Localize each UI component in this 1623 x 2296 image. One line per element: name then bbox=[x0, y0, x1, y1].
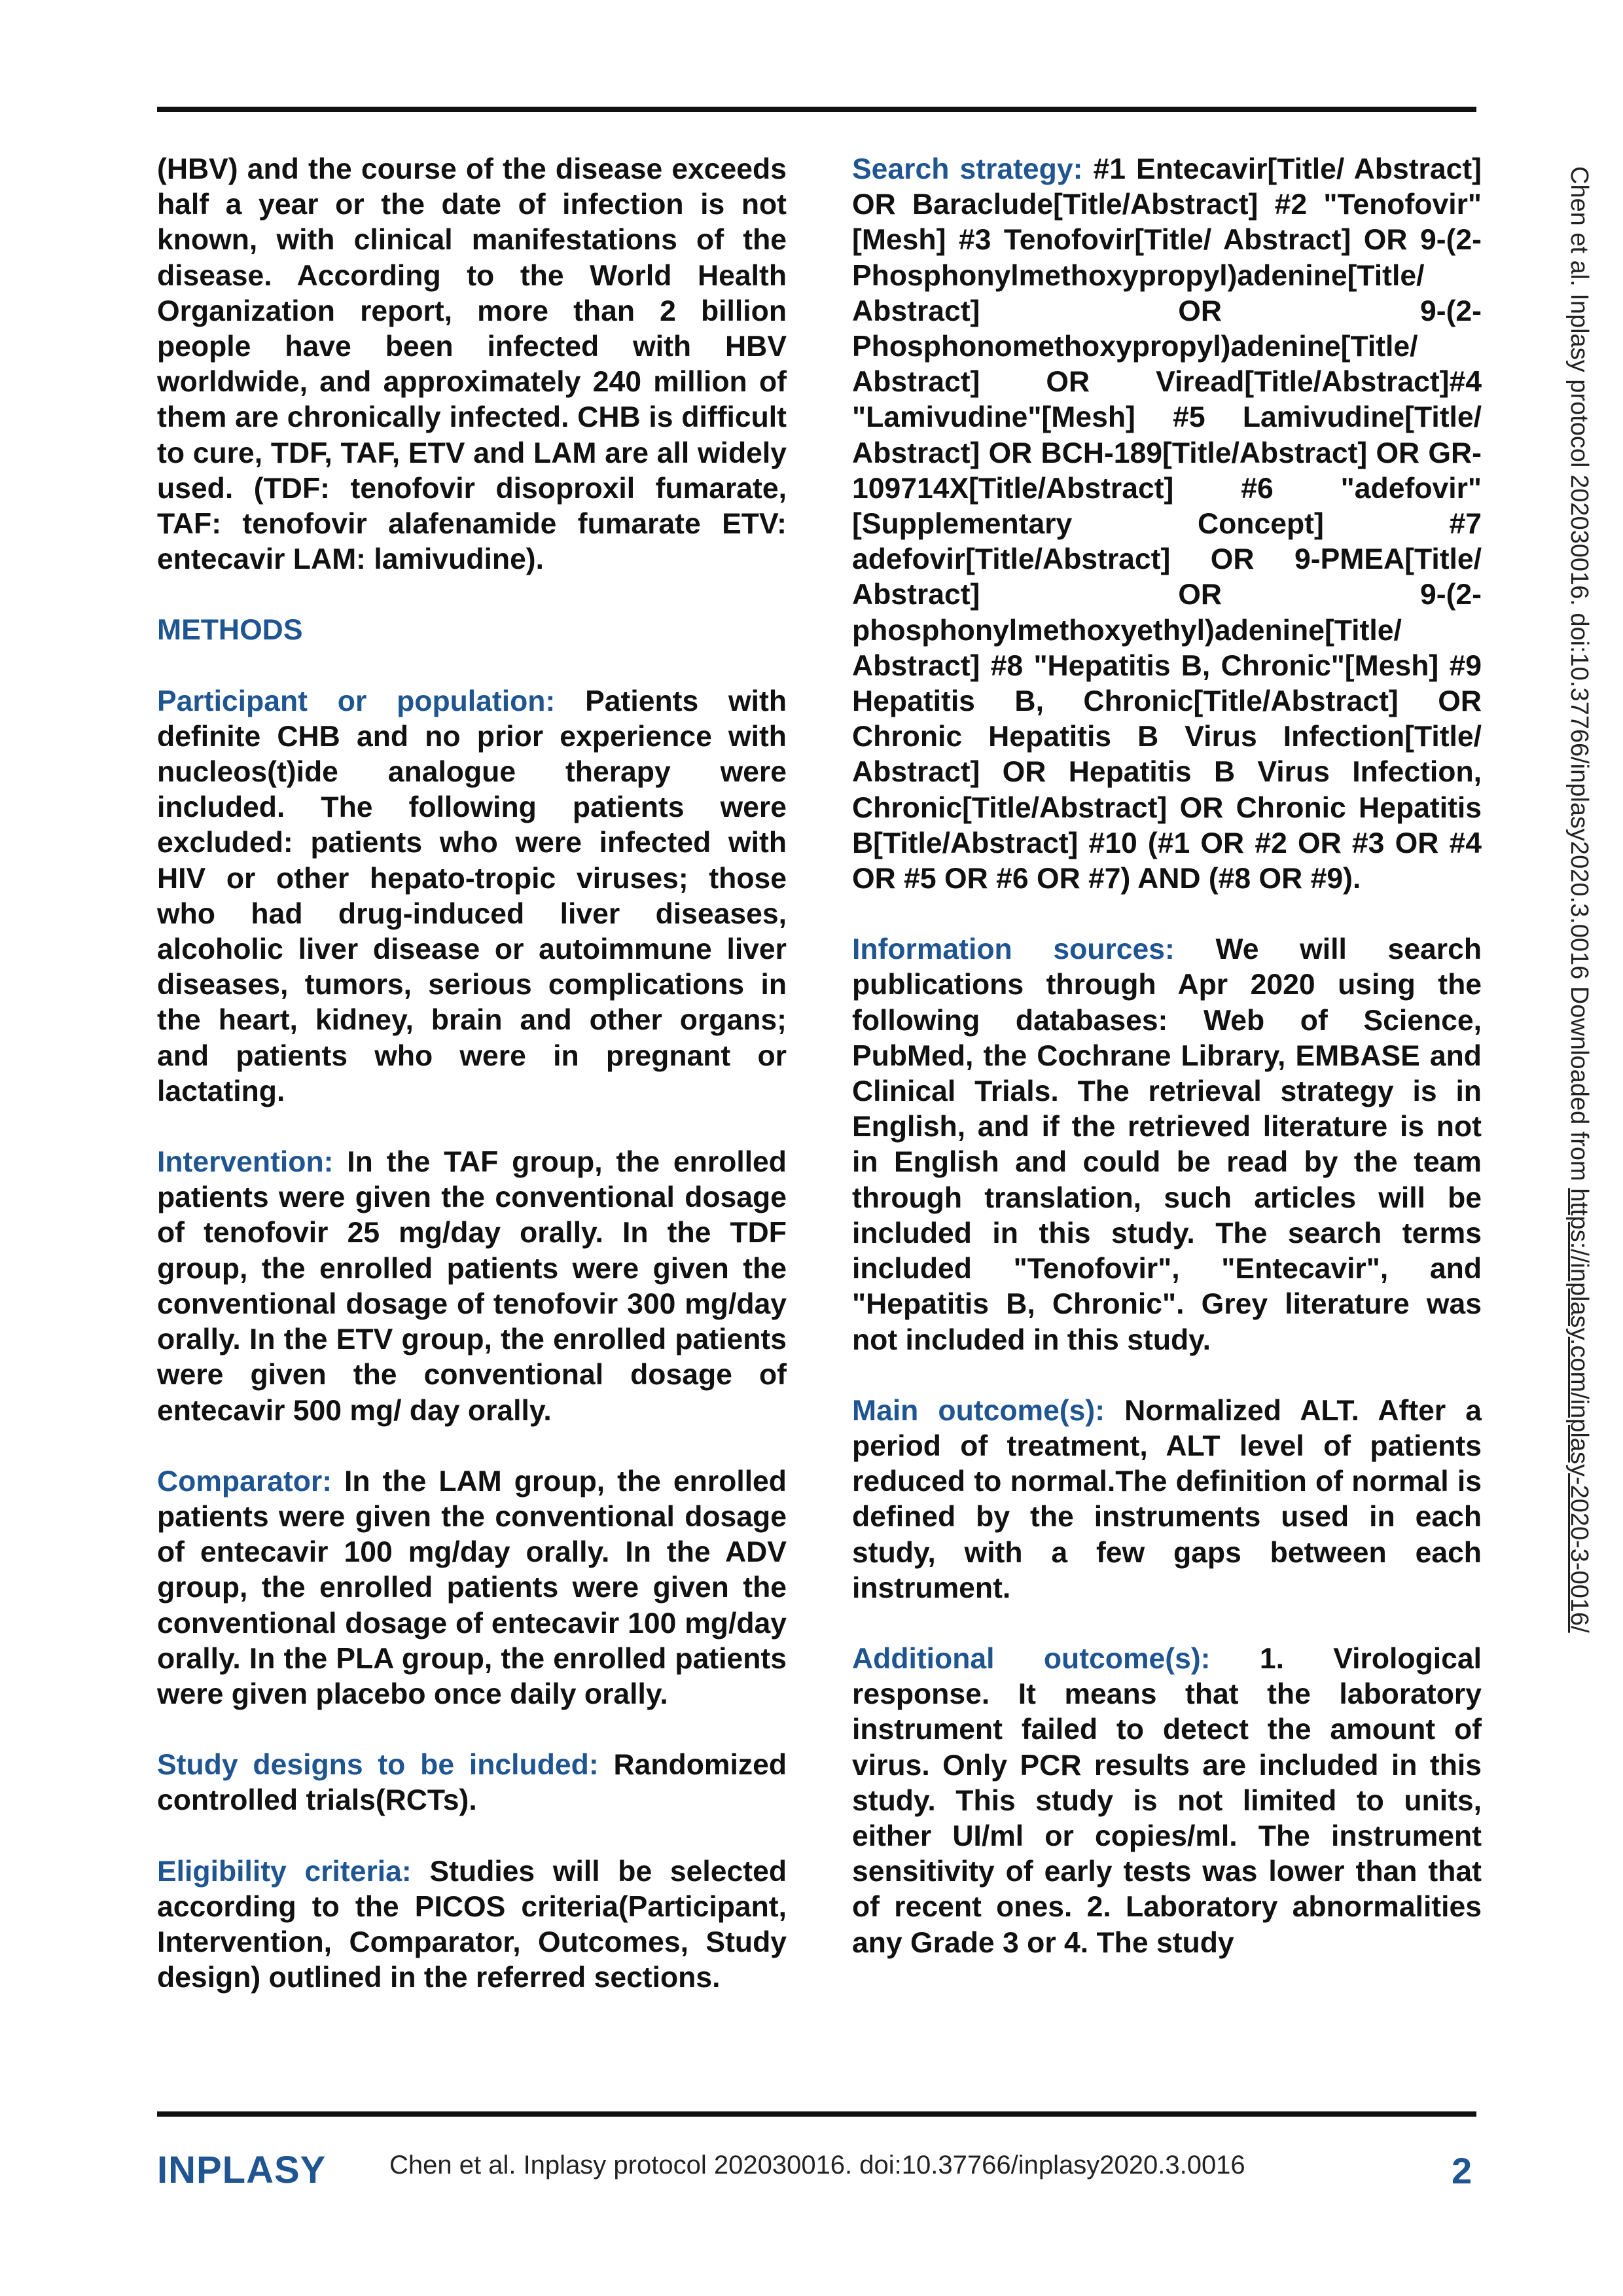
participants-label: Participant or population: bbox=[157, 685, 556, 717]
additional-outcome-text: 1. Virological response. It means that the laboratory instrument failed to detect the amount of virus. Only PCR results are included in this study. This study is not limited to units, either UI/ml or copies/ml. The instrument sensitivity of early tests was lower than that of recent ones. 2. Laboratory abnormalities any Grade 3 or 4. The study bbox=[852, 1642, 1482, 1959]
main-outcome-section bbox=[852, 1393, 1482, 1606]
intervention-text: In the TAF group, the enrolled patients were given the conventional dosage of tenofovir 25 mg/day orally. In the TDF group, the enrolled patients were given the conventional dosage of tenofovir 300 mg/day orally. In the ETV group, the enrolled patients were given the conventional dosage of entecavir 500 mg/ day orally. bbox=[157, 1146, 787, 1427]
comparator-label: Comparator: bbox=[157, 1465, 332, 1498]
participants-text: Patients with definite CHB and no prior experience with nucleos(t)ide analogue therapy were included. The following patients were excluded: patients who were infected with HIV or other hepato-tropic viruses; those who had drug-induced liver diseases, alcoholic liver disease or autoimmune liver diseases, tumors, serious complications in the heart, kidney, brain and other organs; and patients who were in pregnant or lactating. bbox=[157, 685, 787, 1107]
intro-paragraph: (HBV) and the course of the disease exceeds half a year or the date of infection is not known, with clinical manifestations of the disease. According to the World Health Organization report, more than 2 billion people have been infected with HBV worldwide, and approximately 240 million of them are chronically infected. CHB is difficult to cure, TDF, TAF, ETV and LAM are all widely used. (TDF: tenofovir disoproxil fumarate, TAF: tenofovir alafenamide fumarate ETV: entecavir LAM: lamivudine). bbox=[157, 153, 787, 576]
information-sources-label: Information sources: bbox=[852, 933, 1175, 966]
information-sources-text: We will search publications through Apr 2020 using the following databases: Web of Science, PubMed, the Cochrane Library, EMBASE and Clinical Trials. The retrieval strategy is in English, and if the retrieved literature is not in English and could be read by the team through translation, such articles will be included in this study. The search terms included "Tenofovir", "Entecavir", and "Hepatitis B, Chronic". Grey literature was not included in this study. bbox=[852, 933, 1482, 1356]
download-note bbox=[1565, 166, 1593, 1633]
search-strategy-text: #1 Entecavir[Title/ Abstract] OR Baraclude[Title/Abstract] #2 "Tenofovir"[Mesh] #3 Tenofovir[Title/ Abstract] OR 9-(2- Phosphonylmethoxypropyl)adenine[Title/ Abstract] OR 9-(2- Phosphonomethoxypropyl)adenine[Title/ Abstract] OR Viread[Title/Abstract]#4 "Lamivudine"[Mesh] #5 Lamivudine[Title/ Abstract] OR BCH-189[Title/Abstract] OR GR-109714X[Title/Abstract] #6 "adefovir" [Supplementary Concept] #7 adefovir[Title/Abstract] OR 9-PMEA[Title/ Abstract] OR 9-(2- phosphonylmethoxyethyl)adenine[Title/ Abstract] #8 "Hepatitis B, Chronic"[Mesh] #9 Hepatitis B, Chronic[Title/Abstract] OR Chronic Hepatitis B Virus Infection[Title/ Abstract] OR Hepatitis B Virus Infection, Chronic[Title/Abstract] OR Chronic Hepatitis B[Title/Abstract] #10 (#1 OR #2 OR #3 OR #4 OR #5 OR #6 OR #7) AND (#8 OR #9). bbox=[852, 153, 1482, 895]
additional-outcome-section bbox=[852, 1641, 1482, 1961]
methods-heading: METHODS bbox=[157, 614, 303, 647]
study-designs-section bbox=[157, 1748, 787, 1818]
comparator-text: In the LAM group, the enrolled patients were given the conventional dosage of entecavir 100 mg/day orally. In the ADV group, the enrolled patients were given the conventional dosage of entecavir 100 mg/day orally. In the PLA group, the enrolled patients were given placebo once daily orally. bbox=[157, 1465, 787, 1710]
eligibility-section bbox=[157, 1854, 787, 1996]
footer-rule bbox=[157, 2111, 1476, 2117]
comparator-section bbox=[157, 1464, 787, 1712]
participants-section bbox=[157, 684, 787, 1109]
left-column bbox=[157, 152, 787, 1996]
study-designs-label: Study designs to be included: bbox=[157, 1749, 599, 1782]
right-column bbox=[852, 152, 1482, 1961]
search-strategy-section bbox=[852, 152, 1482, 897]
brand-logo: INPLASY bbox=[157, 2149, 327, 2191]
intervention-label: Intervention: bbox=[157, 1146, 334, 1179]
study-designs-text: Randomized controlled trials(RCTs). bbox=[157, 1749, 787, 1817]
header-rule bbox=[157, 107, 1476, 112]
main-outcome-text: Normalized ALT. After a period of treatment, ALT level of patients reduced to normal.The definition of normal is defined by the instruments used in each study, with a few gaps between each instrument. bbox=[852, 1394, 1482, 1604]
search-strategy-label: Search strategy: bbox=[852, 153, 1083, 185]
information-sources-section bbox=[852, 932, 1482, 1357]
download-url-link[interactable]: https://inplasy.com/inplasy-2020-3-0016/ bbox=[1565, 1188, 1593, 1633]
eligibility-text: Studies will be selected according to the PICOS criteria(Participant, Intervention, Comparator, Outcomes, Study design) outlined in the referred sections. bbox=[157, 1855, 787, 1994]
download-note-text: Chen et al. Inplasy protocol 202030016. doi:10.37766/inplasy2020.3.0016 Downloaded from bbox=[1565, 166, 1593, 1189]
eligibility-label: Eligibility criteria: bbox=[157, 1855, 412, 1888]
intervention-section bbox=[157, 1145, 787, 1429]
main-outcome-label: Main outcome(s): bbox=[852, 1394, 1105, 1427]
page-number: 2 bbox=[1452, 2150, 1472, 2191]
footer-citation: Chen et al. Inplasy protocol 202030016. doi:10.37766/inplasy2020.3.0016 bbox=[389, 2151, 1245, 2179]
additional-outcome-label: Additional outcome(s): bbox=[852, 1642, 1211, 1675]
